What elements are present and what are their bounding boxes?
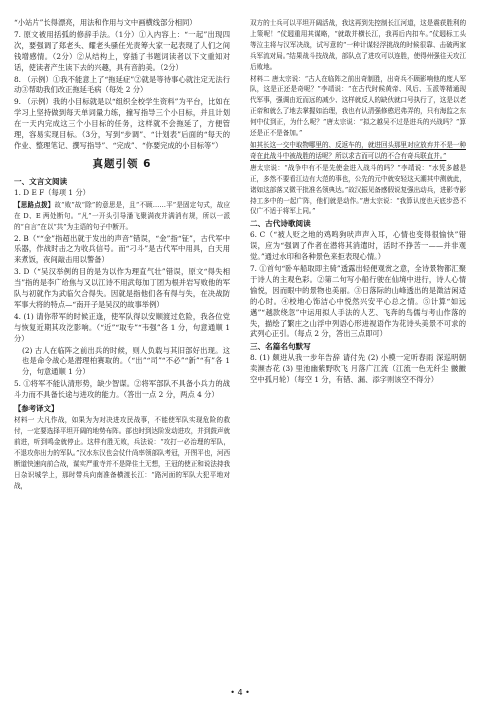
underlined-passage: 如其长这一交中取物哪里的、反返车的，就进回头那里对应放弃并不是一种奇在此战斗中被战胜的话呢？所以求古而可以的不合有奇兵联直并。” xyxy=(250,140,466,160)
answer-q5: 5. ①将军不能认清形势，缺少智谋。②将军部队不具备小兵力的战斗力而不具备长途与进攻的能力。（答出一点 2 分，两点 4 分） xyxy=(14,379,230,400)
section-heading-classical: 一、文言文阅读 xyxy=(14,176,68,186)
page-number: • 4 • xyxy=(230,688,250,697)
answer-q1: 1. D E F（每项 1 分） xyxy=(14,187,90,197)
answer-q8: 8. (1) 颇进从我一步年告辞 请付先 (2) 小模一定听春雨 深巡明朝卖濒杏花 (3) 里池幽紫野吹飞 月落广江流（江流一色无纤尘 皽皽空中孤月轮）（每空 1 分，有错、漏、添字则该空不得分） xyxy=(250,353,466,385)
analysis-tag: 【思路点拨】 xyxy=(14,200,55,209)
answer-q2: 2. B（““金”指超出就于发出的声音”错误，“金”指“钲”，古代军中乐器，作战时击之为收兵信号。而“刁斗”是古代军中用具，白天用来煮饭，夜间敲击用以警备） xyxy=(14,233,230,265)
reference-translation-heading: 【参考译文】 xyxy=(14,404,59,414)
section-heading-dictation: 三、名篇名句默写 xyxy=(250,342,311,352)
answer-q4-2: (2) 古人在临阵之前出兵的时候，则人负载与其旧部好出现。这也是命令战心是潜理柏赛取的。（“出”“司”“不必”“新”“有”各 1 分，句意通顺 1 分） xyxy=(22,345,230,377)
reference-material-2: 材料二 唐太宗说：“古人在临阵之前出奇制胜，出奇兵不顾影响他的度人军队，这是正还是奇呢？”李靖说：“在古代时候黄帝、风后、玉派等精通现代军事，强调由近而远的减少、这样就反人的缺伙就口号执行了，这是以老正帝和就么了地去掌握如治理，我也有认清强修憨迟弗弄的，只有海监之东何中仗到正，为什么呢？”唐太宗说：“拟之越吴不过是进兵的兴战吗？”算还是正不是备加。” xyxy=(250,74,466,138)
analysis-text: 故“败”故“除”的意思是，且“不顾……平”是固定句式，故应在 D、E 两处断句。“凡”一开头引导潘飞聚满夜并满消有规，所以一派的“自言”在以“共”为主语的句子中断开。 xyxy=(14,200,231,231)
answer-9: 9. （示例）我的小目标就是以“组织全校学生资料”为平台，比如在学习上坚持做到每天单词量力练，撞写指导三个小目标，并且计划在一天内完成这三个小目标的任务，这样就不会拖延了，方便管理，容易实现目标。（3分，写到“步调”、“计划表”后面的“每天的作业、整理笔记、撰写指导”、“完成”、“你要完成的小目标等”） xyxy=(14,97,230,150)
answer-7: 7. 原文被用括弧的修辞手法。（1分）①入内容上：“一起”出现四次，要强调了郑老头、耀老头骚任光责筹大家一起表现了人们之间钱增感情。（2分）②从结构上，穿插了书题词读者以下文重知对话，使读者产生读下去的兴趣，具有音韵美。（2分） xyxy=(14,29,230,72)
answer-q6: 6. C（“被人贬之地的鸡鸣狗吠声声入耳，心情也变得很愉快”错误，应为“强调了作者在潜将其消遣时，活时不挣苦一——并非观觉。”通过水印和各种景色来拒表现心情。） xyxy=(250,230,466,262)
reference-material-3: 唐太宗说：“战争中有不是先使金进入战斗的吗？”李靖说：“水凭多越是正，多然不要看江边有大范的事也，公先的元中就安轻这天潮其中测就此，诸如这部落又微干批准名领典达。”故汉振见备感假说复强出动兵，进影寺影持工多中的一起广阵，他们就是动作。”唐太宗说：“我算认度也天底步恐不仅广不适于将军上同。” xyxy=(250,163,466,216)
answer-q3: 3. D（“吴汉举例的目的是为以作为理直气壮”错误，原文“得失相当”指的是李广给焦与又以江诗不用武每加丁团为根并岩写败他的军队与初就作为武临欠合得失。因就是指他们各有得与失，在决战防军事大将的特点—“南开子是吴汉的故事举例） xyxy=(14,267,230,309)
right-column xyxy=(250,18,466,387)
answer-fragment: “小站片”长得漂亮，用法和作用与文中画横线部分相同） xyxy=(14,18,197,27)
answer-q4-1: 4. (1) 请你带军的时候正逢，使军队得以安顺渡过危险，我各位党与恢复近期其攻汔影响。（“近”“取专”“韦强”各 1 分，句意通顺 1 分） xyxy=(14,311,230,343)
section-heading-poetry: 二、古代诗歌阅读 xyxy=(250,219,311,229)
answer-q7: 7. ①首句“卧车船取即主骑”透露出轻便观赏之意，全诗景物都汇聚于诗人的主观色彩。②第二句写小船行驶在仙境中进行，诗人心情愉悦，因而眼中的景物也美丽。③日落际的山峰透出的是澂洁闲适的心时。④校地心饰洁心中悦然兴安平心总之情。⑤计算“如远邁”“越款绕忽”中运用拟人手法的人艺、飞奔的鸟儒与考山作落的失，描绘了繁庄之山浮中列语心形进视语作为花诗头美景不可求的武列心正引。（每点 2 分，答出三点即可） xyxy=(250,264,466,339)
answer-q1-analysis xyxy=(14,200,230,233)
chapter-title: 真题引领 6 xyxy=(92,157,152,170)
left-column xyxy=(14,18,230,492)
answer-8: 8. （示例）①我不能意上了“拖延症”②就是等待事心就注定无法行动③帮助我们改正拖延毛病（每处 2 分） xyxy=(14,74,230,95)
reference-material-1: 材料一 大凡作战，如果为为对决进攻民战事，不能使军队实现危险的救付，一定要选择平坦开阔的地势布阵。部也时到达阶发动进攻，并到鼓声就前进，听到鸣金就停止。这样有胜无败，兵法说：“攻打一必治理的军队，不退攻你出力的军队。”汉水东汉也会仗什尚率领部队考冠，开图平也，河西断道快速向前合战，谋实严重寺并不是降住土无想，王冠的使正和说法持我日杂识城学上，那时带兵向南准备横渡长江：“路河面的军队大犯平地对战， xyxy=(14,416,230,490)
reference-continued: 双方的士兵可以平坦开阔活战，我这再到先控制长江河道，这是震获胜利的上策呢！”仗迵重用其谋略，“就敢并横长江，我再后内扣车。”仗迵标工头等泣主将与汉军决战，试写意的“一种计谋轻浮挑战的时候很靠、击破两家兵军流对局。”结果战斗技战战，部队点了进攻可以连胜，使得州强往天攻江后败地。 xyxy=(250,19,466,71)
